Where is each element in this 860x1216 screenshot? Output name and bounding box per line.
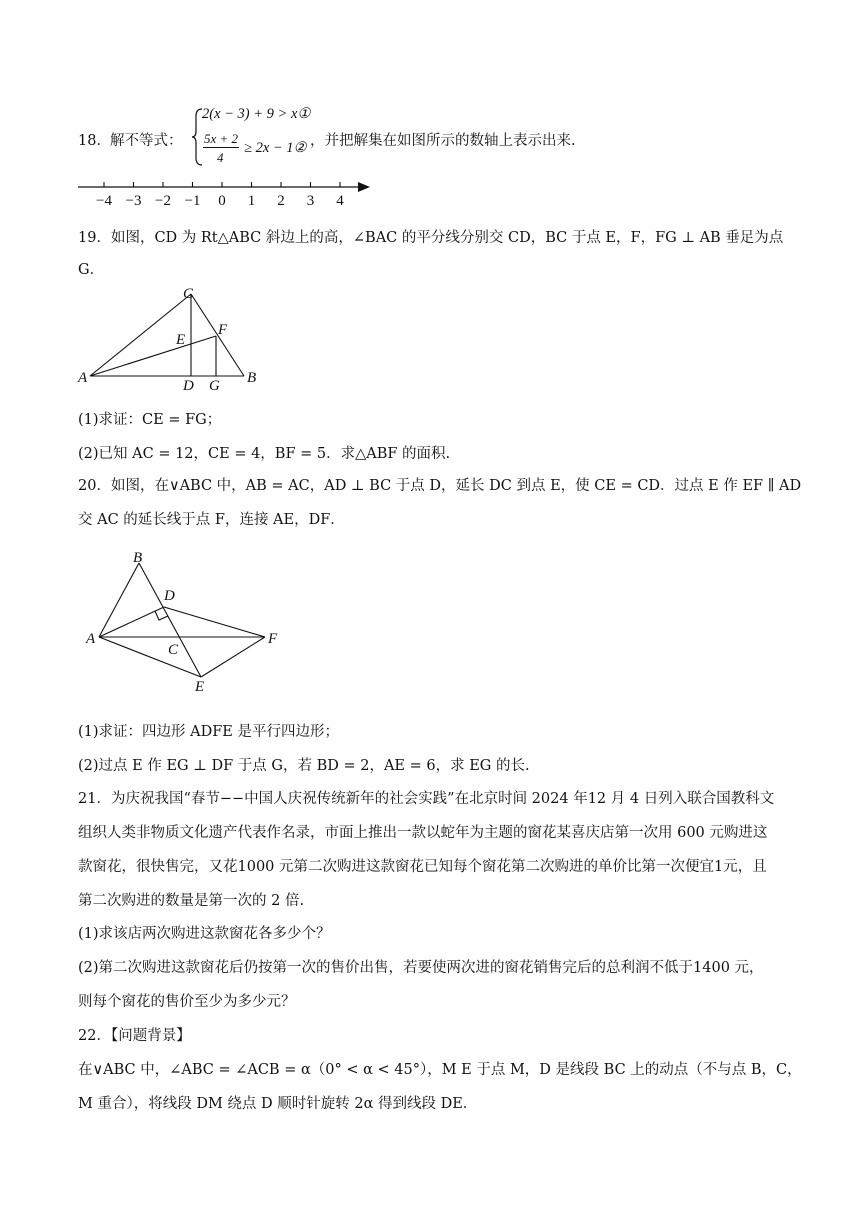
q22-text-line-2: M 重合），将线段 DM 绕点 D 顺时针旋转 2α 得到线段 DE． xyxy=(78,1096,478,1112)
q19-label-f: F xyxy=(218,322,228,338)
number-line xyxy=(74,176,374,210)
q18-ineq2-denominator: 4 xyxy=(217,150,224,165)
number-line-tick-label: 1 xyxy=(247,193,256,209)
q19-text-line-2: G． xyxy=(78,262,105,278)
q19-label-c: C xyxy=(183,286,194,302)
number-line-tick-label: 0 xyxy=(218,193,226,209)
number-line-tick-label: 3 xyxy=(306,193,315,209)
q21-text-line-1: 21．为庆祝我国“春节−−中国人庆祝传统新年的社会实践”在北京时间 2024 年12 月 4 日列入联合国教科文 xyxy=(78,791,775,807)
q20-label-d: D xyxy=(164,588,175,604)
q20-part-2: (2)过点 E 作 EG ⊥ DF 于点 G，若 BD = 2，AE = 6，求 EG 的长. xyxy=(78,758,530,774)
number-line-tick-label: −4 xyxy=(96,193,112,209)
fraction-bar xyxy=(203,147,239,148)
q19-part-1: (1)求证：CE = FG； xyxy=(78,412,222,428)
number-line-tick-label: −1 xyxy=(184,193,201,209)
q19-label-g: G xyxy=(209,378,220,392)
q20-label-f: F xyxy=(268,631,278,647)
q21-text-line-2: 组织人类非物质文化遗产代表作名录，市面上推出一款以蛇年为主题的窗花某喜庆店第一次用 600 元购进这 xyxy=(78,825,768,841)
q20-text-line-1: 20．如图，在∨ABC 中，AB = AC，AD ⊥ BC 于点 D，延长 DC 到点 E，使 CE = CD．过点 E 作 EF ∥ AD xyxy=(78,478,802,494)
q19-label-a: A xyxy=(78,370,88,386)
q18-lead: 解不等式： xyxy=(110,133,183,149)
number-line-arrow-icon xyxy=(358,182,370,192)
q19-label-e: E xyxy=(176,332,186,348)
q21-text-line-3: 款窗花，很快售完，又花1000 元第二次购进这款窗花已知每个窗花第二次购进的单价比第一次便宜1元，且 xyxy=(78,859,767,875)
q18-ineq2-numerator: 5x + 2 xyxy=(204,131,239,146)
q19-text-line-1: 19．如图，CD 为 Rt△ABC 斜边上的高，∠BAC 的平分线分别交 CD，BC 于点 E，F，FG ⊥ AB 垂足为点 xyxy=(78,230,784,246)
number-line-tick-label: −2 xyxy=(155,193,171,209)
number-line-tick-label: −3 xyxy=(125,193,142,209)
number-line-tick-label: 4 xyxy=(336,193,344,209)
q21-part-1: (1)求该店两次购进这款窗花各多少个？ xyxy=(78,926,331,942)
q22-heading: 22．【问题背景】 xyxy=(78,1028,191,1044)
q20-label-a: A xyxy=(86,631,96,647)
q18-ineq2-rest: ≥ 2x − 1② xyxy=(244,140,307,156)
q20-label-b: B xyxy=(133,550,143,566)
q19-part-2: (2)已知 AC = 12，CE = 4，BF = 5．求△ABF 的面积. xyxy=(78,446,451,462)
q20-label-e: E xyxy=(195,679,205,695)
q18-inequality-1: 2(x − 3) + 9 > x① xyxy=(202,106,311,122)
q19-figure xyxy=(74,282,274,392)
q18-number: 18． xyxy=(78,133,111,149)
q21-part-2-line-2: 则每个窗花的售价至少为多少元？ xyxy=(78,994,296,1010)
q18-tail: ，并把解集在如图所示的数轴上表示出来. xyxy=(310,133,576,149)
q21-text-line-4: 第二次购进的数量是第一次的 2 倍. xyxy=(78,893,305,909)
q19-label-d: D xyxy=(183,378,194,392)
q22-text-line-1: 在∨ABC 中，∠ABC = ∠ACB = α（0° < α < 45°），M E 于点 M，D 是线段 BC 上的动点（不与点 B，C， xyxy=(78,1062,802,1078)
q20-text-line-2: 交 AC 的延长线于点 F，连接 AE，DF． xyxy=(78,512,345,528)
q19-label-b: B xyxy=(247,370,257,386)
q21-part-2-line-1: (2)第二次购进这款窗花后仍按第一次的售价出售，若要使两次进的窗花销售完后的总利润不低于1400 元， xyxy=(78,960,764,976)
q20-figure xyxy=(80,546,300,696)
q20-label-c: C xyxy=(168,642,179,658)
number-line-tick-label: 2 xyxy=(277,193,285,209)
q20-part-1: (1)求证：四边形 ADFE 是平行四边形； xyxy=(78,724,339,740)
